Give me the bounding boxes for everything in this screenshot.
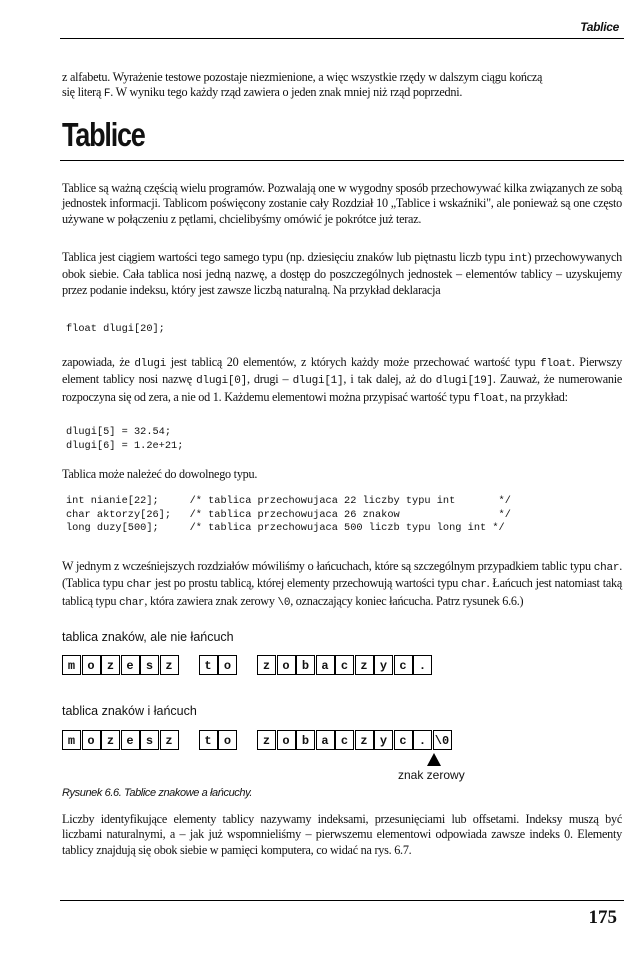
array-cell: . [413, 730, 432, 750]
p5-b: . (Tablica typu [62, 559, 622, 591]
header-rule [60, 38, 624, 39]
code-block-2: dlugi[5] = 32.54; dlugi[6] = 1.2e+21; [66, 426, 184, 452]
array-cell: o [82, 730, 101, 750]
p3-f: . Zauważ, że numerowanie rozpoczyna się od zera, a nie od 1. Każdemu elementowi można przypisać wartość typu [62, 372, 622, 404]
footer-rule [60, 900, 624, 901]
array-cell: z [355, 730, 374, 750]
array-cell: c [335, 655, 354, 675]
array-cell: c [335, 730, 354, 750]
page-number: 175 [588, 907, 617, 928]
p3-c6: float [472, 392, 505, 405]
paragraph-2 [62, 250, 622, 298]
p5-d: . Łańcuch jest natomiast taką tablicą typu [62, 576, 622, 608]
intro-line-2a: się literą [62, 85, 104, 100]
paragraph-1: Tablice są ważną częścią wielu programów. Pozwalają one w wygodny sposób przechowywać kilka związanych ze sobą jednostek informacji. Tablicom poświęcony zostanie cały Rozdział 10 „Tablice i wskaźniki", ale ponieważ są one często używane w połączeniu z pętlami, chcielibyśmy omówić je pokrótce już teraz. [62, 181, 622, 226]
p2-text-b: ) przechowywanych obok siebie. Cała tablica nosi jedną nazwę, a dostęp do poszczególnych jednostek – elementów tablicy – uzyskujemy przez podanie indeksu, który jest zawsze liczbą naturalną. Na przykład deklaracja [62, 250, 622, 297]
heading-rule [60, 160, 624, 161]
intro-code-f: F [103, 88, 111, 101]
p5-c: jest po prostu tablicą, której elementy przechowują wartości typu [151, 576, 462, 591]
p5-c4: char [119, 596, 145, 609]
array-cell: a [316, 730, 335, 750]
null-char-label: znak zerowy [398, 768, 465, 782]
array-cell: z [355, 655, 374, 675]
array-cell: z [257, 730, 276, 750]
array-cell: t [199, 730, 218, 750]
code-block-3: int nianie[22]; /* tablica przechowujaca 22 liczby typu int */ char aktorzy[26]; /* tablica przechowujaca 26 znakow */ long duzy[500]; /* tablica przechowujaca 500 liczb typu long int */ [66, 495, 511, 534]
paragraph-4: Tablica może należeć do dowolnego typu. [62, 467, 258, 481]
running-header: Tablice [580, 20, 619, 34]
array-cell: e [121, 655, 140, 675]
intro-line-2b: . W wyniku tego każdy rząd zawiera o jeden znak mniej niż rząd poprzedni. [110, 85, 463, 100]
array-cell: y [374, 730, 393, 750]
array-cell: c [394, 655, 413, 675]
p5-e: , która zawiera znak zerowy [144, 593, 278, 608]
paragraph-6: Liczby identyfikujące elementy tablicy nazywamy indeksami, przesunięciami lub offsetami. Indeksy muszą być liczbami naturalnymi, a – jak już wspomnieliśmy – pierwszemu elementowi odpowiada zawsze indeks 0. Elementy tablicy znajdują się obok siebie w pamięci komputera, co widać na rys. 6.7. [62, 812, 622, 857]
array-cell: y [374, 655, 393, 675]
array-cell: a [316, 655, 335, 675]
array-cell: z [160, 730, 179, 750]
p5-a: W jednym z wcześniejszych rozdziałów mówiliśmy o łańcuchach, które są szczególnym przypadkiem tablic typu [62, 559, 594, 573]
array-cell: c [394, 730, 413, 750]
array-cell: z [101, 655, 120, 675]
p5-c5: \0 [277, 596, 291, 609]
p2-text-a: Tablica jest ciągiem wartości tego samego typu (np. dziesięciu znaków lub piętnastu liczb typu [62, 250, 509, 264]
p5-c3: char [461, 579, 487, 592]
intro-line-1: z alfabetu. Wyrażenie testowe pozostaje niezmienione, a więc wszystkie rzędy w dalszym ciągu kończą [62, 70, 543, 84]
p3-g: , na przykład: [504, 389, 568, 404]
array-cell: e [121, 730, 140, 750]
array-cell: s [140, 655, 159, 675]
p3-d: , drugi – [246, 372, 293, 387]
array-cell: z [101, 730, 120, 750]
array-cell: o [82, 655, 101, 675]
p3-c2: float [540, 358, 572, 370]
p5-c1: char [593, 562, 620, 574]
p3-a: zapowiada, że [62, 355, 135, 369]
array-cell: . [413, 655, 432, 675]
p3-c3: dlugi[0] [196, 375, 247, 388]
p2-code-int: int [508, 253, 528, 265]
p3-c: . Pierwszy element tablicy nosi nazwę [62, 355, 622, 387]
null-char-arrow-icon [425, 753, 445, 769]
array-cell: o [277, 730, 296, 750]
array-cell: b [296, 655, 315, 675]
paragraph-3 [62, 355, 622, 407]
intro-paragraph [62, 70, 622, 103]
p3-c1: dlugi [134, 358, 167, 370]
figure-label-not-string: tablica znaków, ale nie łańcuch [62, 630, 234, 644]
p5-f: , oznaczający koniec łańcucha. Patrz rysunek 6.6.) [290, 593, 524, 608]
array-cell: m [62, 730, 81, 750]
figure-caption: Rysunek 6.6. Tablice znakowe a łańcuchy. [62, 787, 253, 799]
array-cell: s [140, 730, 159, 750]
section-heading: Tablice [62, 116, 145, 153]
p5-c2: char [126, 579, 152, 592]
array-cell: b [296, 730, 315, 750]
p3-b: jest tablicą 20 elementów, z których każdy może przechować wartość typu [166, 355, 541, 369]
array-cell: o [218, 655, 237, 675]
p3-c5: dlugi[19] [435, 375, 493, 388]
p3-e: , i tak dalej, aż do [343, 372, 436, 387]
figure-label-string: tablica znaków i łańcuch [62, 704, 197, 718]
array-cell: t [199, 655, 218, 675]
paragraph-5 [62, 559, 622, 611]
array-cell: z [160, 655, 179, 675]
array-cell: m [62, 655, 81, 675]
array-cell: \0 [433, 730, 452, 750]
array-cell: o [218, 730, 237, 750]
code-block-1: float dlugi[20]; [66, 323, 165, 335]
p3-c4: dlugi[1] [292, 375, 344, 388]
array-cell: o [277, 655, 296, 675]
array-cell: z [257, 655, 276, 675]
